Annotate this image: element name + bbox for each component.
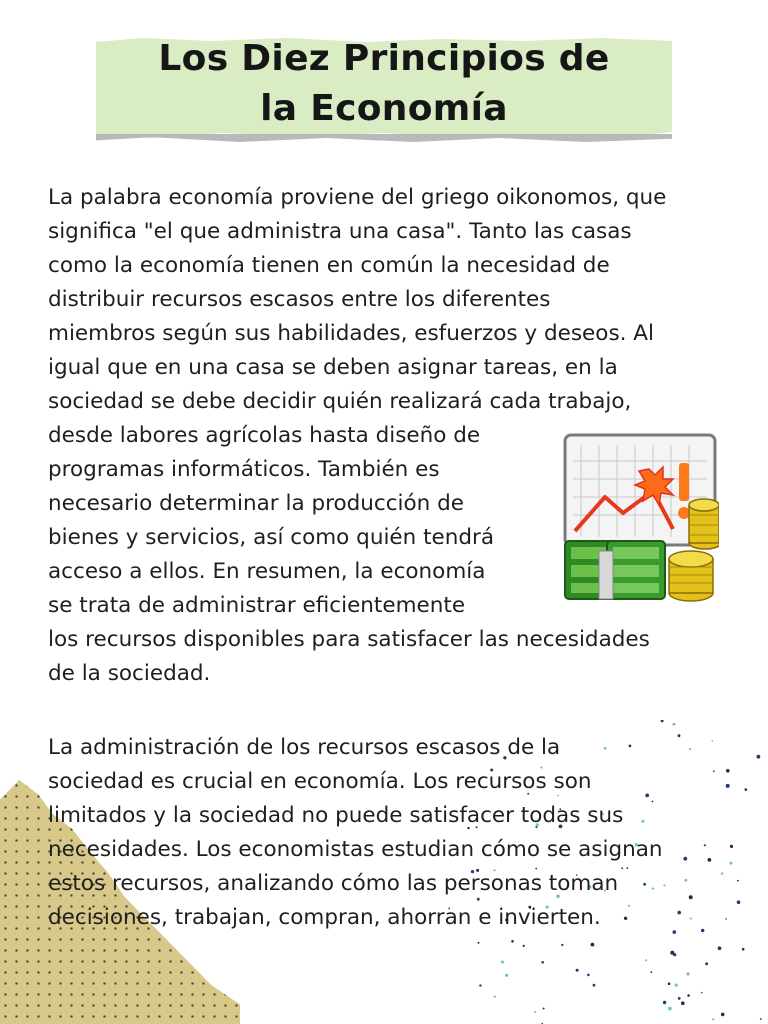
confetti-dot xyxy=(673,953,676,956)
paragraph-2-line: necesidades. Los economistas estudian cómo se asignan xyxy=(48,837,663,862)
confetti-dot xyxy=(591,943,595,947)
confetti-dot xyxy=(511,940,514,943)
confetti-dot xyxy=(494,996,496,998)
confetti-dot xyxy=(505,974,508,977)
confetti-dot xyxy=(561,944,563,946)
confetti-dot xyxy=(587,974,590,977)
paragraph-2-line: sociedad es crucial en economía. Los recursos son xyxy=(48,769,592,794)
title-banner-shadow xyxy=(96,134,672,142)
confetti-dot xyxy=(705,962,708,965)
confetti-dot xyxy=(523,945,525,947)
paragraph-2-line: limitados y la sociedad no puede satisfacer todas sus xyxy=(48,803,624,828)
paragraph-2-line: decisiones, trabajan, compran, ahorran e invierten. xyxy=(48,905,601,930)
confetti-dot xyxy=(645,959,647,961)
confetti-dot xyxy=(663,1001,666,1004)
confetti-dot xyxy=(687,994,690,997)
confetti-dot xyxy=(650,971,652,973)
confetti-dot xyxy=(501,961,504,964)
confetti-dot xyxy=(541,961,544,964)
paragraph-1-line: acceso a ellos. En resumen, la economía xyxy=(48,559,486,584)
paragraph-1-line: los recursos disponibles para satisfacer las necesidades xyxy=(48,627,650,652)
paragraph-1-line: de la sociedad. xyxy=(48,661,211,686)
paragraph-2-line: La administración de los recursos escasos de la xyxy=(48,735,561,760)
confetti-dot xyxy=(701,992,703,994)
paragraph-1-line: como la economía tienen en común la necesidad de xyxy=(48,253,610,278)
paragraph-1-line: igual que en una casa se deben asignar tareas, en la xyxy=(48,355,618,380)
confetti-dot xyxy=(681,1001,685,1005)
confetti-dot xyxy=(668,1007,672,1011)
paragraph-2-line: estos recursos, analizando cómo las personas toman xyxy=(48,871,619,896)
confetti-dot xyxy=(478,942,480,944)
confetti-dot xyxy=(672,723,674,725)
confetti-dot xyxy=(718,946,722,950)
title-line-2: la Economía xyxy=(260,88,508,129)
paragraph-1-line: significa "el que administra una casa". Tanto las casas xyxy=(48,219,632,244)
confetti-dot xyxy=(712,1018,714,1020)
confetti-dot xyxy=(678,997,681,1000)
paragraph-2 xyxy=(48,731,748,935)
paragraph-1-line: distribuir recursos escasos entre los diferentes xyxy=(48,287,551,312)
page-title xyxy=(96,34,672,134)
confetti-dot xyxy=(721,1013,725,1017)
paragraph-1-line: programas informáticos. También es xyxy=(48,457,440,482)
paragraph-1-line: bienes y servicios, así como quién tendrá xyxy=(48,525,495,550)
confetti-dot xyxy=(760,1018,762,1020)
confetti-dot xyxy=(576,969,579,972)
paragraph-1-line: se trata de administrar eficientemente xyxy=(48,593,466,618)
confetti-dot xyxy=(757,755,761,759)
confetti-dot xyxy=(668,982,671,985)
confetti-dot xyxy=(742,948,745,951)
paragraph-1-line: necesario determinar la producción de xyxy=(48,491,464,516)
confetti-dot xyxy=(661,720,664,722)
paragraph-1-line: La palabra economía proviene del griego oikonomos, que xyxy=(48,185,667,210)
confetti-dot xyxy=(543,1008,545,1010)
paragraph-1-line: sociedad se debe decidir quién realizará cada trabajo, xyxy=(48,389,632,414)
confetti-dot xyxy=(687,972,690,975)
confetti-dot xyxy=(534,1011,536,1013)
paragraph-1-line: desde labores agrícolas hasta diseño de xyxy=(48,423,481,448)
paragraph-1-line: miembros según sus habilidades, esfuerzos y deseos. Al xyxy=(48,321,654,346)
title-line-1: Los Diez Principios de xyxy=(158,38,610,79)
confetti-dot xyxy=(479,984,481,986)
confetti-dot xyxy=(675,984,678,987)
economy-chart-money-icon xyxy=(561,433,719,611)
confetti-dot xyxy=(593,984,596,987)
